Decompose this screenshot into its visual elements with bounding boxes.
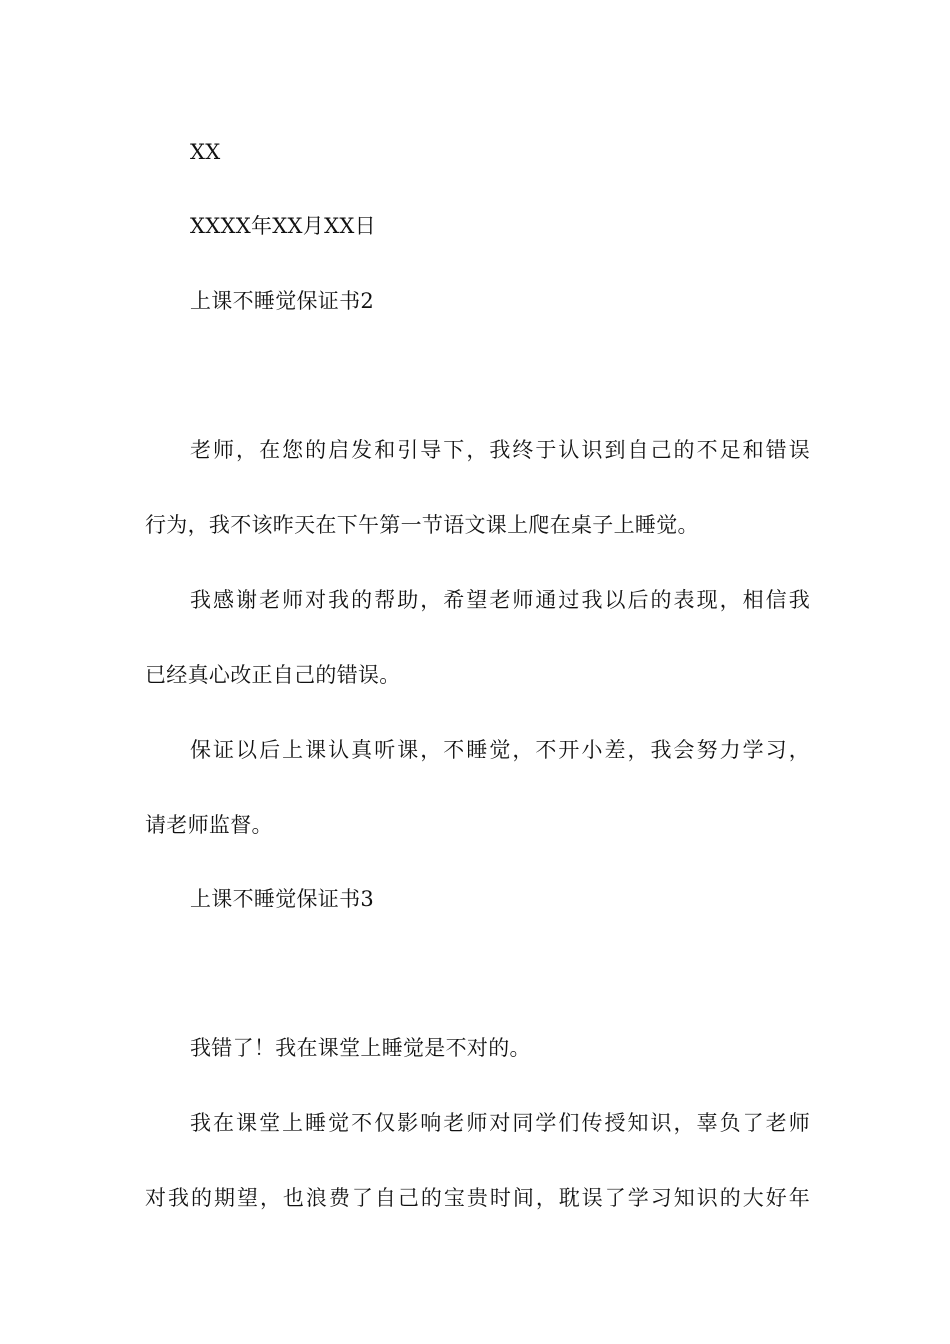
paragraph-line: 我在课堂上睡觉不仅影响老师对同学们传授知识，辜负了老师 — [190, 1111, 810, 1135]
paragraph-line: 我感谢老师对我的帮助，希望老师通过我以后的表现，相信我 — [190, 588, 810, 612]
paragraph-line: 行为，我不该昨天在下午第一节语文课上爬在桌子上睡觉。 — [145, 513, 699, 537]
paragraph-line: 已经真心改正自己的错误。 — [145, 663, 401, 687]
paragraph-line: 对我的期望，也浪费了自己的宝贵时间，耽误了学习知识的大好年 — [145, 1186, 810, 1210]
paragraph-line: 我错了！我在课堂上睡觉是不对的。 — [190, 1036, 531, 1060]
paragraph-line: 老师，在您的启发和引导下，我终于认识到自己的不足和错误 — [190, 438, 810, 462]
section-title: 上课不睡觉保证书3 — [190, 887, 375, 911]
signature-date: XXXX年XX月XX日 — [190, 214, 376, 238]
signature-name: XX — [190, 140, 221, 164]
section-title: 上课不睡觉保证书2 — [190, 289, 375, 313]
paragraph-line: 请老师监督。 — [145, 813, 273, 837]
paragraph-line: 保证以后上课认真听课，不睡觉，不开小差，我会努力学习， — [190, 738, 810, 762]
